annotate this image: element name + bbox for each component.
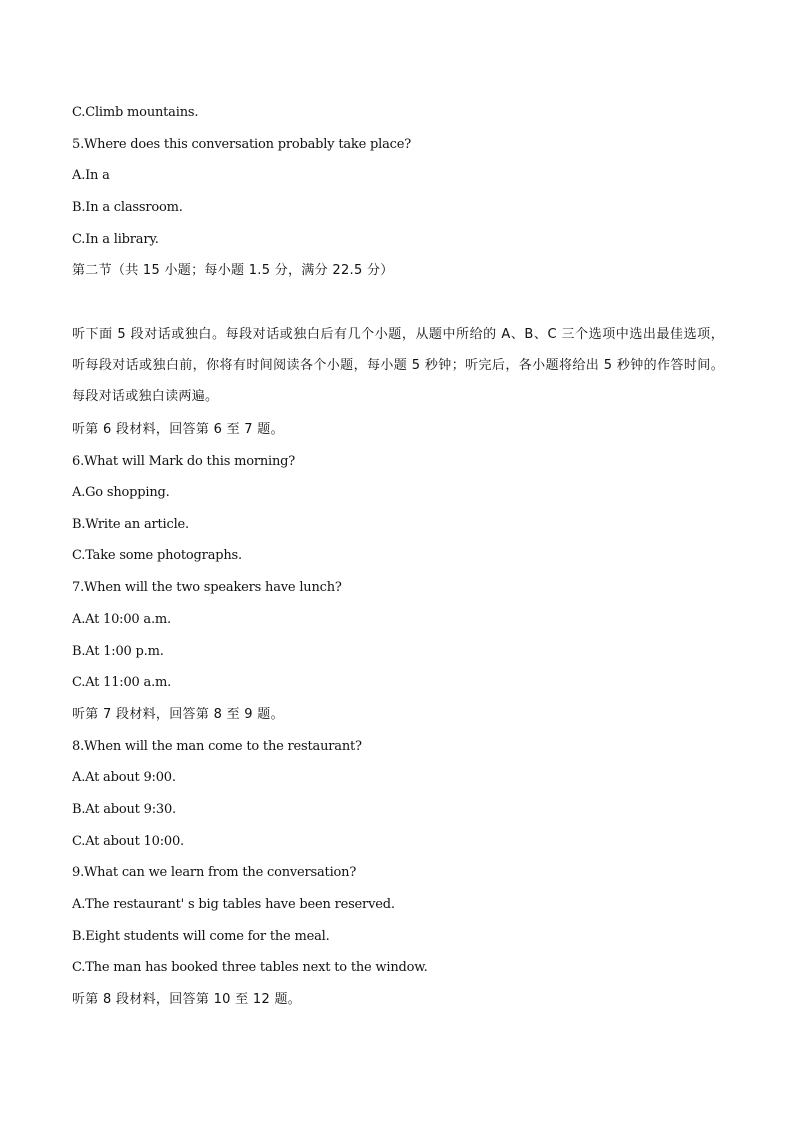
- question-9: 9.What can we learn from the conversation?: [72, 865, 357, 880]
- option-c-climb-mountains: C.Climb mountains.: [72, 105, 199, 120]
- option-c-10-00: C.At about 10:00.: [72, 834, 184, 849]
- option-a-10am: A.At 10:00 a.m.: [72, 612, 171, 627]
- option-a-go-shopping: A.Go shopping.: [72, 485, 170, 500]
- material-8-header: 听第 8 段材料，回答第 10 至 12 题。: [72, 992, 302, 1007]
- question-5: 5.Where does this conversation probably take place?: [72, 137, 411, 152]
- option-b-1pm: B.At 1:00 p.m.: [72, 644, 164, 659]
- option-b-classroom: B.In a classroom.: [72, 200, 183, 215]
- option-b-9-30: B.At about 9:30.: [72, 802, 176, 817]
- option-c-11am: C.At 11:00 a.m.: [72, 675, 172, 690]
- question-7: 7.When will the two speakers have lunch?: [72, 580, 342, 595]
- section-instructions: 听下面 5 段对话或独白。每段对话或独白后有几个小题，从题中所给的 A、B、C 三个选项中选出最佳选项，听每段对话或独白前，你将有时间阅读各个小题，每小题 5 秒钟；听完后，各小题将给出 5 秒钟的作答时间。每段对话或独白读两遍。: [72, 327, 724, 404]
- option-c-take-photographs: C.Take some photographs.: [72, 548, 242, 563]
- option-a-9-00: A.At about 9:00.: [72, 770, 176, 785]
- option-c-library: C.In a library.: [72, 232, 159, 247]
- option-a-tables-reserved: A.The restaurant' s big tables have been reserved.: [72, 897, 395, 912]
- question-6: 6.What will Mark do this morning?: [72, 454, 296, 469]
- question-8: 8.When will the man come to the restaurant?: [72, 739, 362, 754]
- material-6-header: 听第 6 段材料，回答第 6 至 7 题。: [72, 422, 284, 437]
- material-7-header: 听第 7 段材料，回答第 8 至 9 题。: [72, 707, 284, 722]
- option-b-eight-students: B.Eight students will come for the meal.: [72, 929, 330, 944]
- option-b-write-article: B.Write an article.: [72, 517, 189, 532]
- option-c-three-tables: C.The man has booked three tables next to the window.: [72, 960, 428, 975]
- section-2-heading: 第二节（共 15 小题；每小题 1.5 分，满分 22.5 分）: [72, 263, 394, 278]
- option-a-in-a: A.In a: [72, 168, 110, 183]
